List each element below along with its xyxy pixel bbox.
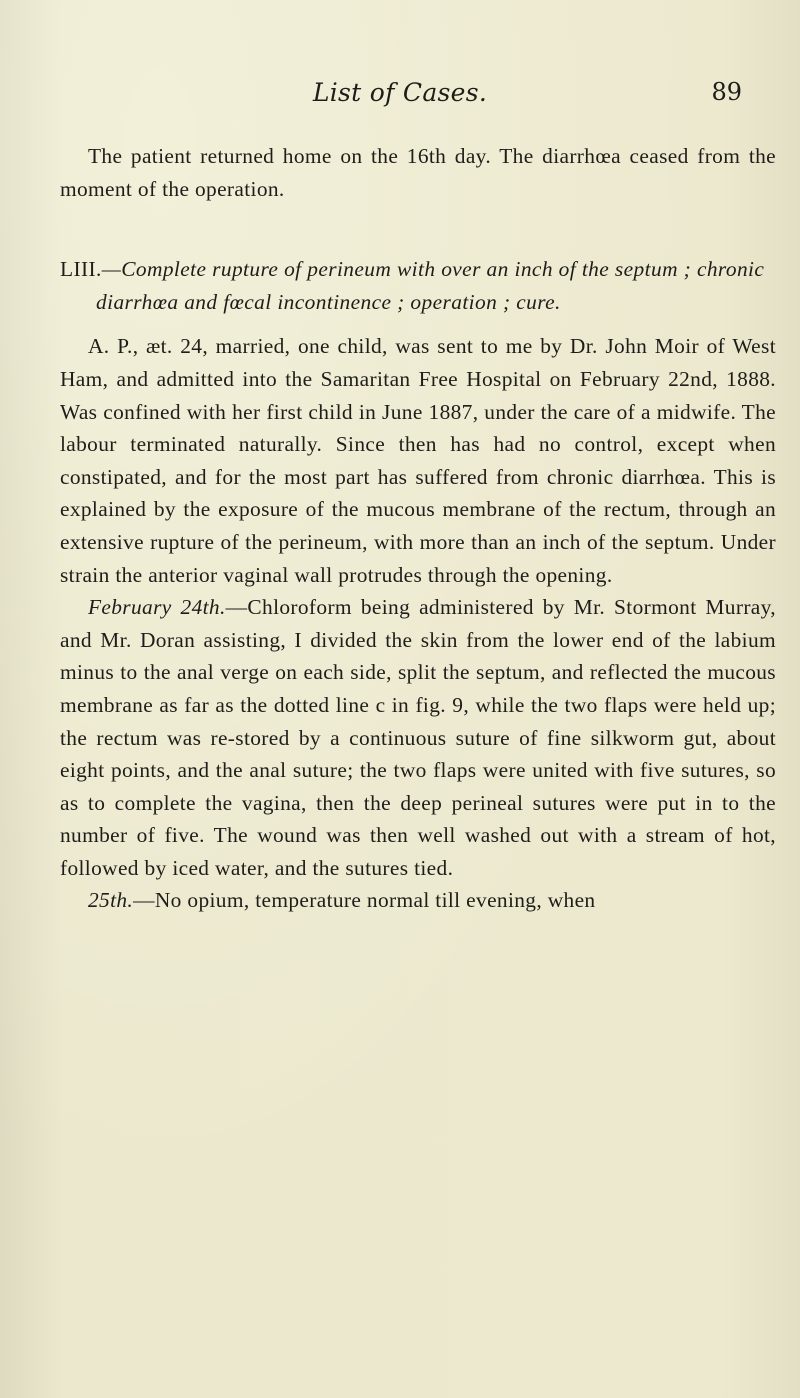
paragraph-followup	[60, 884, 776, 917]
case-heading	[60, 253, 776, 318]
paragraph-operation	[60, 591, 776, 884]
body-text	[60, 140, 776, 917]
paragraph-history: A. P., æt. 24, married, one child, was sent to me by Dr. John Moir of West Ham, and admitted into the Samaritan Free Hospital on February 22nd, 1888. Was confined with her first child in June 1887, under the care of a midwife. The labour terminated naturally. Since then has had no control, except when constipated, and for the most part has suffered from chronic diarrhœa. This is explained by the exposure of the mucous membrane of the rectum, through an extensive rupture of the perineum, with more than an inch of the septum. Under strain the anterior vaginal wall protrudes through the opening.	[60, 334, 776, 587]
paragraph-outcome: The patient returned home on the 16th day. The diarrhœa ceased from the moment of the operation.	[60, 144, 776, 201]
followup-date: 25th.	[88, 888, 134, 913]
running-title: List of Cases.	[312, 78, 488, 107]
running-head	[0, 78, 800, 114]
followup-text: —No opium, temperature normal till evening, when	[133, 888, 596, 913]
page-number: 89	[711, 78, 742, 106]
operation-date: February 24th.	[88, 595, 226, 620]
case-number: LIII.	[60, 257, 102, 282]
case-title: —Complete rupture of perineum with over an inch of the septum ; chronic diarrhœa and fœcal incontinence ; operation ; cure.	[96, 257, 765, 314]
operation-text: —Chloroform being administered by Mr. Stormont Murray, and Mr. Doran assisting, I divided the skin from the lower end of the labium minus to the anal verge on each side, split the septum, and reflected the mucous membrane as far as the dotted line c in fig. 9, while the two flaps were held up; the rectum was re-stored by a continuous suture of fine silkworm gut, about eight points, and the anal suture; the two flaps were united with five sutures, so as to complete the vagina, then the deep perineal sutures were put in to the number of five. The wound was then well washed out with a stream of hot, followed by iced water, and the sutures tied.	[60, 595, 776, 880]
